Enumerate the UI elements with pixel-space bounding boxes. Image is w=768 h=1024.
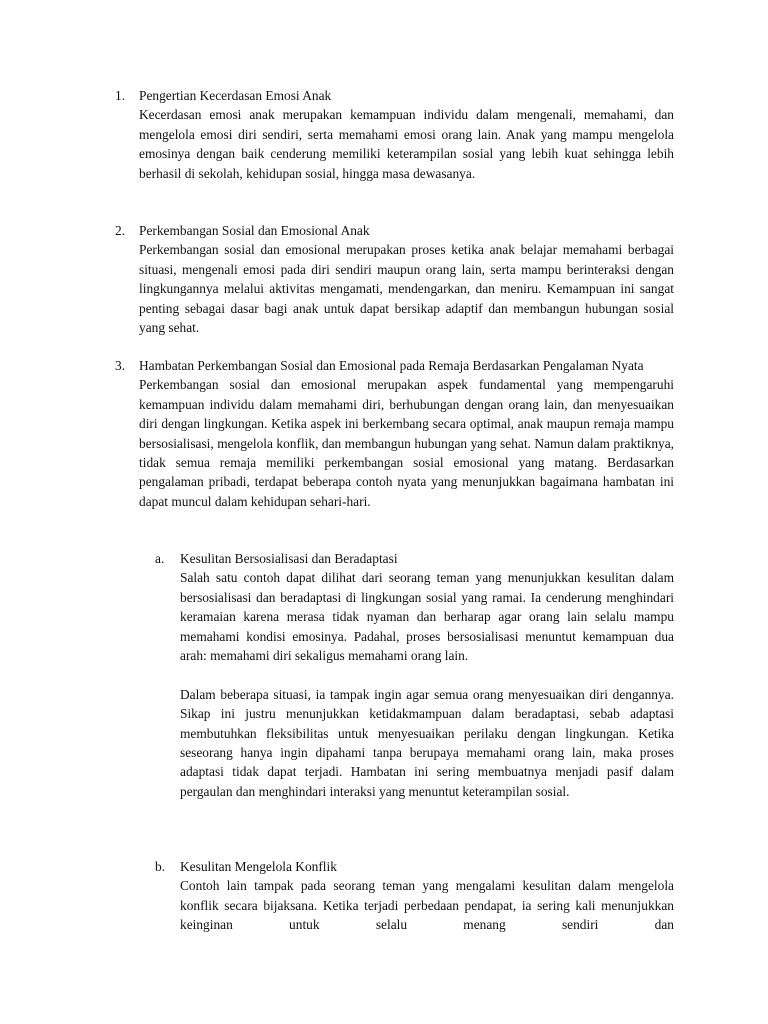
subsection-heading: Kesulitan Mengelola Konflik: [180, 859, 337, 874]
section-body: Perkembangan sosial dan emosional merupakan aspek fundamental yang mempengaruhi kemampuan individu dalam memahami diri, berhubungan dengan orang lain, dan menyesuaikan diri dengan lingkungan. Ketika aspek ini berkembang secara optimal, anak maupun remaja mampu bersosialisasi, mengelola konflik, dan membangun hubungan yang sehat. Namun dalam praktiknya, tidak semua remaja memiliki perkembangan sosial emosional yang matang. Berdasarkan pengalaman pribadi, terdapat beberapa contoh nyata yang menunjukkan bagaimana hambatan ini dapat muncul dalam kehidupan sehari-hari.: [139, 377, 674, 509]
section-3: [115, 356, 674, 511]
subsection-paragraph: Dalam beberapa situasi, ia tampak ingin agar semua orang menyesuaikan diri dengannya. Sikap ini justru menunjukkan ketidakmampuan dalam beradaptasi, sebab adaptasi membutuhkan fleksibilitas untuk menyesuaikan perilaku dengan lingkungan. Ketika seseorang hanya ingin dipahami tanpa berupaya memahami orang lain, maka proses adaptasi tidak dapat terjadi. Hambatan ini sering membuatnya menjadi pasif dalam pergaulan dan menghindari interaksi yang menuntut keterampilan sosial.: [180, 686, 674, 799]
section-1: [115, 86, 674, 183]
section-number: 1.: [115, 88, 126, 103]
section-body: Perkembangan sosial dan emosional merupakan proses ketika anak belajar memahami berbagai situasi, mengenali emosi pada diri sendiri maupun orang lain, serta mampu berinteraksi dengan lingkungannya melalui aktivitas mengamati, mendengarkan, dan meniru. Kemampuan ini sangat penting sebagai dasar bagi anak untuk dapat bersikap adaptif dan membangun hubungan sosial yang sehat.: [139, 242, 674, 336]
section-number: 2.: [115, 223, 126, 238]
subsection-a: [155, 549, 674, 801]
subsection-letter: b.: [155, 859, 166, 874]
paragraph-spacer: [180, 665, 674, 684]
subsection-b: [155, 857, 674, 935]
subsection-paragraph: Contoh lain tampak pada seorang teman yang mengalami kesulitan dalam mengelola konflik secara bijaksana. Ketika terjadi perbedaan pendapat, ia sering kali menunjukkan keinginan untuk selalu menang sendiri dan: [180, 878, 674, 933]
section-2: [115, 221, 674, 337]
section-heading: Pengertian Kecerdasan Emosi Anak: [139, 88, 332, 103]
subsection-heading: Kesulitan Bersosialisasi dan Beradaptasi: [180, 551, 398, 566]
section-number: 3.: [115, 358, 126, 373]
section-body: Kecerdasan emosi anak merupakan kemampuan individu dalam mengenali, memahami, dan mengelola emosi diri sendiri, serta memahami emosi orang lain. Anak yang mampu mengelola emosinya dengan baik cenderung memiliki keterampilan sosial yang lebih kuat sehingga lebih berhasil di sekolah, kehidupan sosial, hingga masa dewasanya.: [139, 107, 674, 181]
subsection-paragraph: Salah satu contoh dapat dilihat dari seorang teman yang menunjukkan kesulitan dalam bersosialisasi dan beradaptasi di lingkungan sosial yang ramai. Ia cenderung menghindari keramaian karena merasa tidak nyaman dan berharap agar orang lain selalu mampu memahami kondisi emosinya. Padahal, proses bersosialisasi menuntut kemampuan dua arah: memahami diri sekaligus memahami orang lain.: [180, 570, 674, 664]
section-heading: Hambatan Perkembangan Sosial dan Emosional pada Remaja Berdasarkan Pengalaman Nyata: [139, 358, 644, 373]
subsection-letter: a.: [155, 551, 165, 566]
section-heading: Perkembangan Sosial dan Emosional Anak: [139, 223, 370, 238]
